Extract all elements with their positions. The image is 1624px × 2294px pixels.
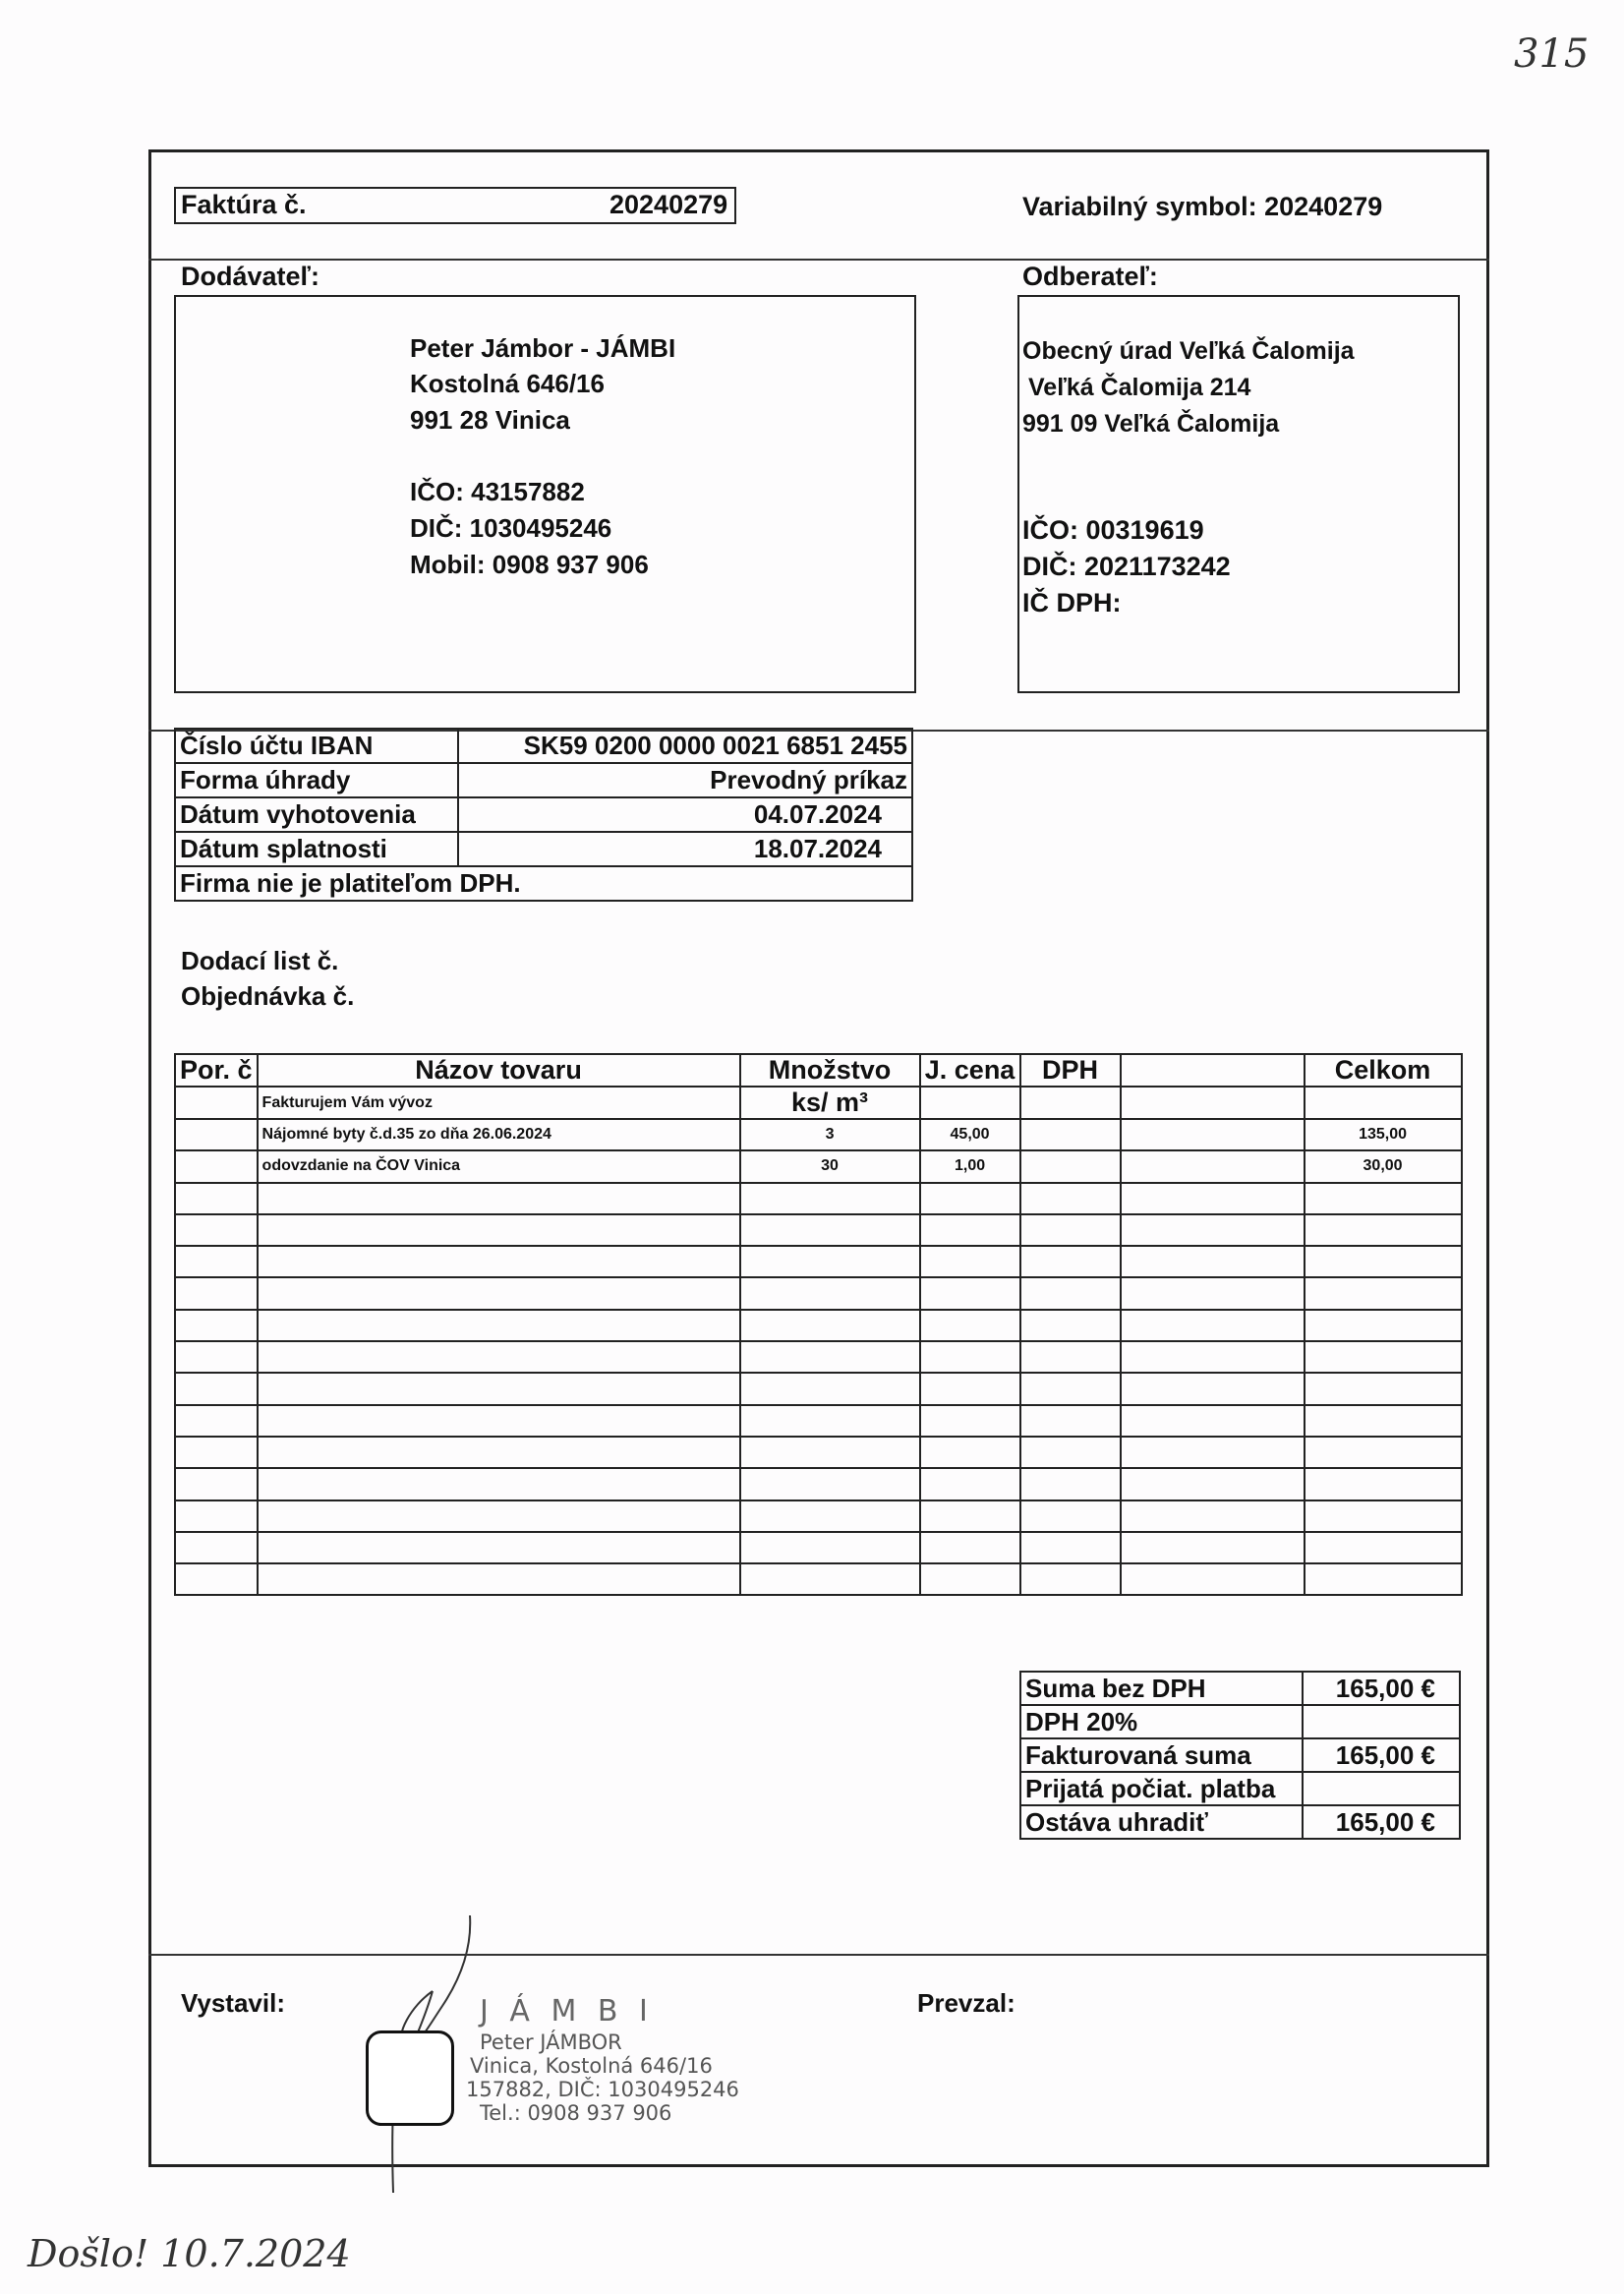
- table-row: [175, 1373, 1462, 1404]
- empty-cell: [175, 1341, 258, 1373]
- empty-cell: [1020, 1310, 1121, 1341]
- empty-cell: [1121, 1468, 1305, 1500]
- item-total: 30,00: [1305, 1150, 1462, 1182]
- item-name: Nájomné byty č.d.35 zo dňa 26.06.2024: [258, 1119, 740, 1150]
- handwritten-page-number: 315: [1514, 31, 1590, 77]
- issue-date-label: Dátum vyhotovenia: [175, 797, 458, 832]
- totals-row: [1020, 1738, 1460, 1772]
- customer-ico: IČO: 00319619: [1022, 515, 1204, 545]
- empty-cell: [175, 1437, 258, 1468]
- supplier-ico: IČO: 43157882: [410, 477, 585, 506]
- cell-dph: [1020, 1150, 1121, 1182]
- empty-cell: [1020, 1563, 1121, 1595]
- advance-label: Prijatá počiat. platba: [1020, 1772, 1303, 1805]
- table-row: [175, 1437, 1462, 1468]
- supplier-city: 991 28 Vinica: [410, 405, 570, 435]
- item-name: Fakturujem Vám vývoz: [258, 1087, 740, 1119]
- empty-cell: [1121, 1246, 1305, 1277]
- empty-cell: [175, 1246, 258, 1277]
- empty-cell: [175, 1373, 258, 1404]
- empty-cell: [740, 1277, 920, 1309]
- table-row: [175, 1183, 1462, 1214]
- totals-row: [1020, 1705, 1460, 1738]
- totals-row: [1020, 1672, 1460, 1705]
- empty-cell: [740, 1183, 920, 1214]
- header-celkom: Celkom: [1305, 1054, 1462, 1087]
- empty-cell: [1121, 1310, 1305, 1341]
- vat-value: [1303, 1705, 1460, 1738]
- table-row: [175, 1310, 1462, 1341]
- empty-cell: [1305, 1468, 1462, 1500]
- payment-row-method: [175, 763, 912, 797]
- empty-cell: [920, 1341, 1020, 1373]
- empty-cell: [1121, 1183, 1305, 1214]
- empty-cell: [175, 1214, 258, 1246]
- empty-cell: [920, 1468, 1020, 1500]
- issued-by-label: Vystavil:: [181, 1988, 285, 2018]
- empty-cell: [1020, 1500, 1121, 1532]
- variable-symbol: [1022, 192, 1382, 222]
- empty-cell: [1305, 1437, 1462, 1468]
- empty-cell: [1305, 1373, 1462, 1404]
- table-row: [175, 1563, 1462, 1595]
- header-j-cena: J. cena: [920, 1054, 1020, 1087]
- cell-por: [175, 1087, 258, 1119]
- sum-without-vat-label: Suma bez DPH: [1020, 1672, 1303, 1705]
- received-by-label: Prevzal:: [917, 1988, 1015, 2018]
- customer-city: 991 09 Veľká Čalomija: [1022, 410, 1280, 438]
- empty-cell: [1305, 1214, 1462, 1246]
- empty-cell: [175, 1500, 258, 1532]
- empty-cell: [258, 1341, 740, 1373]
- empty-cell: [920, 1277, 1020, 1309]
- table-row: [175, 1087, 1462, 1119]
- empty-cell: [175, 1468, 258, 1500]
- empty-cell: [740, 1563, 920, 1595]
- table-row: [175, 1277, 1462, 1309]
- unit-label: ks/ m³: [740, 1087, 920, 1119]
- empty-cell: [258, 1373, 740, 1404]
- payment-row-issue: [175, 797, 912, 832]
- payment-row-due: [175, 832, 912, 866]
- header-mnozstvo: Množstvo: [740, 1054, 920, 1087]
- empty-cell: [175, 1563, 258, 1595]
- empty-cell: [740, 1532, 920, 1563]
- vat-note: Firma nie je platiteľom DPH.: [175, 866, 912, 901]
- totals-table: [1019, 1671, 1461, 1840]
- customer-street: Veľká Čalomija 214: [1028, 374, 1251, 401]
- cell-total: [1305, 1087, 1462, 1119]
- empty-cell: [258, 1183, 740, 1214]
- empty-cell: [1121, 1341, 1305, 1373]
- empty-cell: [1121, 1500, 1305, 1532]
- empty-cell: [740, 1310, 920, 1341]
- variable-symbol-value: 20240279: [1264, 192, 1383, 221]
- empty-cell: [1020, 1468, 1121, 1500]
- method-value: Prevodný príkaz: [458, 763, 912, 797]
- variable-symbol-label: Variabilný symbol:: [1022, 192, 1257, 221]
- item-qty: 3: [740, 1119, 920, 1150]
- empty-cell: [1020, 1183, 1121, 1214]
- stamp-address: Vinica, Kostolná 646/16: [470, 2054, 713, 2078]
- customer-icdph: IČ DPH:: [1022, 588, 1122, 618]
- cell-price: [920, 1087, 1020, 1119]
- table-row: [175, 1468, 1462, 1500]
- empty-cell: [1020, 1277, 1121, 1309]
- empty-cell: [258, 1468, 740, 1500]
- supplier-name: Peter Jámbor - JÁMBI: [410, 333, 676, 363]
- cell-blank: [1121, 1150, 1305, 1182]
- due-date-value: 18.07.2024: [458, 832, 912, 866]
- invoice-label: Faktúra č.: [181, 190, 307, 219]
- cell-dph: [1020, 1119, 1121, 1150]
- iban-label: Číslo účtu IBAN: [175, 729, 458, 763]
- supplier-street: Kostolná 646/16: [410, 369, 605, 398]
- table-row: [175, 1532, 1462, 1563]
- item-name: odovzdanie na ČOV Vinica: [258, 1150, 740, 1182]
- empty-cell: [740, 1500, 920, 1532]
- empty-cell: [740, 1373, 920, 1404]
- empty-cell: [920, 1500, 1020, 1532]
- header-blank: [1121, 1054, 1305, 1087]
- empty-cell: [1020, 1437, 1121, 1468]
- empty-cell: [1305, 1277, 1462, 1309]
- empty-cell: [1121, 1532, 1305, 1563]
- empty-cell: [258, 1500, 740, 1532]
- empty-cell: [1020, 1373, 1121, 1404]
- empty-cell: [1121, 1277, 1305, 1309]
- empty-cell: [175, 1183, 258, 1214]
- empty-cell: [258, 1532, 740, 1563]
- item-qty: 30: [740, 1150, 920, 1182]
- vat-label: DPH 20%: [1020, 1705, 1303, 1738]
- empty-cell: [175, 1277, 258, 1309]
- due-date-label: Dátum splatnosti: [175, 832, 458, 866]
- empty-cell: [920, 1405, 1020, 1437]
- empty-cell: [920, 1373, 1020, 1404]
- empty-cell: [1121, 1405, 1305, 1437]
- empty-cell: [258, 1246, 740, 1277]
- customer-heading: Odberateľ:: [1022, 262, 1158, 291]
- items-header-row: [175, 1054, 1462, 1087]
- cell-blank: [1121, 1087, 1305, 1119]
- item-price: 1,00: [920, 1150, 1020, 1182]
- stamp-brand: J Á M B I: [480, 1994, 654, 2029]
- items-table: [174, 1053, 1463, 1596]
- empty-cell: [1121, 1437, 1305, 1468]
- remaining-label: Ostáva uhradiť: [1020, 1805, 1303, 1839]
- empty-cell: [920, 1563, 1020, 1595]
- cell-dph: [1020, 1087, 1121, 1119]
- table-row: [175, 1500, 1462, 1532]
- totals-row: [1020, 1772, 1460, 1805]
- table-row: [175, 1405, 1462, 1437]
- empty-cell: [258, 1310, 740, 1341]
- payment-row-iban: [175, 729, 912, 763]
- empty-cell: [1020, 1532, 1121, 1563]
- header-nazov-tovaru: Názov tovaru: [258, 1054, 740, 1087]
- company-stamp: [466, 1994, 739, 2125]
- empty-cell: [740, 1405, 920, 1437]
- empty-cell: [258, 1214, 740, 1246]
- customer-dic: DIČ: 2021173242: [1022, 552, 1231, 581]
- divider-signature: [148, 1954, 1489, 1956]
- iban-value: SK59 0200 0000 0021 6851 2455: [458, 729, 912, 763]
- empty-cell: [1121, 1214, 1305, 1246]
- invoice-number: 20240279: [609, 190, 728, 219]
- empty-cell: [1305, 1246, 1462, 1277]
- invoiced-value: 165,00 €: [1303, 1738, 1460, 1772]
- sum-without-vat-value: 165,00 €: [1303, 1672, 1460, 1705]
- cell-por: [175, 1119, 258, 1150]
- table-row: [175, 1246, 1462, 1277]
- table-row: [175, 1341, 1462, 1373]
- empty-cell: [1305, 1183, 1462, 1214]
- supplier-heading: Dodávateľ:: [181, 262, 319, 291]
- table-row: [175, 1119, 1462, 1150]
- empty-cell: [1020, 1341, 1121, 1373]
- payment-row-vat-note: [175, 866, 912, 901]
- empty-cell: [1305, 1310, 1462, 1341]
- empty-cell: [258, 1405, 740, 1437]
- supplier-dic: DIČ: 1030495246: [410, 513, 612, 543]
- customer-name: Obecný úrad Veľká Čalomija: [1022, 337, 1355, 365]
- table-row: [175, 1214, 1462, 1246]
- empty-cell: [920, 1246, 1020, 1277]
- empty-cell: [258, 1437, 740, 1468]
- totals-row: [1020, 1805, 1460, 1839]
- payment-table: [174, 728, 913, 902]
- empty-cell: [1305, 1532, 1462, 1563]
- handwritten-received-note: Došlo! 10.7.2024: [28, 2232, 351, 2275]
- empty-cell: [175, 1405, 258, 1437]
- empty-cell: [1305, 1341, 1462, 1373]
- empty-cell: [920, 1183, 1020, 1214]
- invoiced-label: Fakturovaná suma: [1020, 1738, 1303, 1772]
- item-total: 135,00: [1305, 1119, 1462, 1150]
- table-row: [175, 1150, 1462, 1182]
- empty-cell: [1020, 1246, 1121, 1277]
- empty-cell: [920, 1532, 1020, 1563]
- stamp-ids: 157882, DIČ: 1030495246: [466, 2078, 739, 2101]
- supplier-mobile: Mobil: 0908 937 906: [410, 550, 649, 579]
- header-dph: DPH: [1020, 1054, 1121, 1087]
- remaining-value: 165,00 €: [1303, 1805, 1460, 1839]
- empty-cell: [740, 1341, 920, 1373]
- empty-cell: [920, 1310, 1020, 1341]
- item-price: 45,00: [920, 1119, 1020, 1150]
- cell-por: [175, 1150, 258, 1182]
- empty-cell: [1305, 1500, 1462, 1532]
- empty-cell: [175, 1310, 258, 1341]
- empty-cell: [920, 1214, 1020, 1246]
- empty-cell: [740, 1214, 920, 1246]
- header-por-c: Por. č: [175, 1054, 258, 1087]
- redaction-box: [366, 2030, 454, 2126]
- advance-value: [1303, 1772, 1460, 1805]
- issue-date-value: 04.07.2024: [458, 797, 912, 832]
- empty-cell: [920, 1437, 1020, 1468]
- stamp-name: Peter JÁMBOR: [480, 2030, 622, 2054]
- stamp-tel: Tel.: 0908 937 906: [480, 2101, 672, 2125]
- order-label: Objednávka č.: [181, 981, 355, 1011]
- empty-cell: [740, 1246, 920, 1277]
- empty-cell: [258, 1563, 740, 1595]
- method-label: Forma úhrady: [175, 763, 458, 797]
- cell-blank: [1121, 1119, 1305, 1150]
- empty-cell: [740, 1468, 920, 1500]
- delivery-note-label: Dodací list č.: [181, 946, 339, 975]
- empty-cell: [1305, 1405, 1462, 1437]
- empty-cell: [258, 1277, 740, 1309]
- empty-cell: [1020, 1214, 1121, 1246]
- empty-cell: [1020, 1405, 1121, 1437]
- empty-cell: [1121, 1563, 1305, 1595]
- empty-cell: [740, 1437, 920, 1468]
- empty-cell: [1305, 1563, 1462, 1595]
- empty-cell: [1121, 1373, 1305, 1404]
- divider-header: [148, 259, 1489, 261]
- empty-cell: [175, 1532, 258, 1563]
